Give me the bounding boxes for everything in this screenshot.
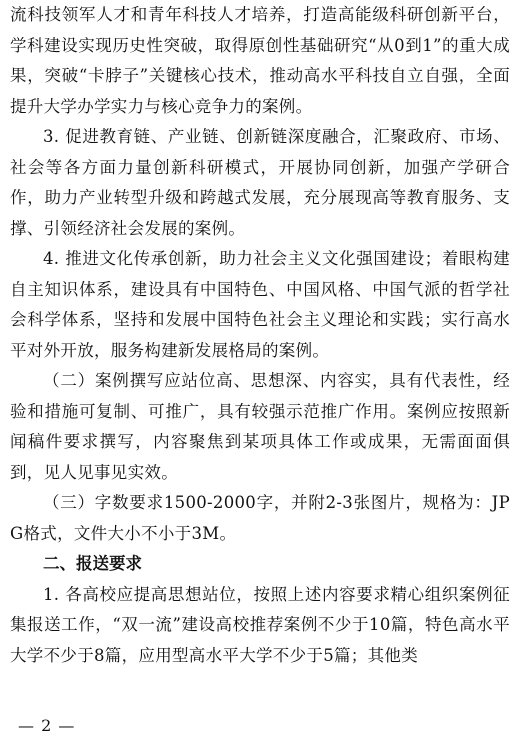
paragraph-continued: 流科技领军人才和青年科技人才培养，打造高能级科研创新平台，学科建设实现历史性突破，取得原创性基础研究“从0到1”的重大成果，突破“卡脖子”关键核心技术，推动高水平科技自立自强，全面提升大学办学实力与核心竞争力的案例。 xyxy=(10,5,510,116)
paragraph-item-3: 3. 促进教育链、产业链、创新链深度融合，汇聚政府、市场、社会等各方面力量创新科研模式，开展协同创新，加强产学研合作，助力产业转型升级和跨越式发展，充分展现高等教育服务、支撑、引领经济社会发展的案例。 xyxy=(10,127,510,238)
paragraph-item-4: 4. 推进文化传承创新，助力社会主义文化强国建设；着眼构建自主知识体系，建设具有中国特色、中国风格、中国气派的哲学社会科学体系，坚持和发展中国特色社会主义理论和实践；实行高水平对外开放，服务构建新发展格局的案例。 xyxy=(10,249,510,360)
document-body xyxy=(10,0,510,671)
paragraph-submission-1: 1. 各高校应提高思想站位，按照上述内容要求精心组织案例征集报送工作，“双一流”建设高校推荐案例不少于10篇，特色高水平大学不少于8篇，应用型高水平大学不少于5篇；其他类 xyxy=(10,584,510,665)
paragraph-section-2: （二）案例撰写应站位高、思想深、内容实，具有代表性，经验和措施可复制、可推广，具有较强示范推广作用。案例应按照新闻稿件要求撰写，内容聚焦到某项具体工作或成果，无需面面俱到，见人见事见实效。 xyxy=(10,371,510,482)
section-heading: 二、报送要求 xyxy=(43,554,142,573)
paragraph-section-3: （三）字数要求1500-2000字，并附2-3张图片，规格为：JPG格式，文件大小不小于3M。 xyxy=(10,493,510,543)
page-number: — 2 — xyxy=(18,716,76,735)
